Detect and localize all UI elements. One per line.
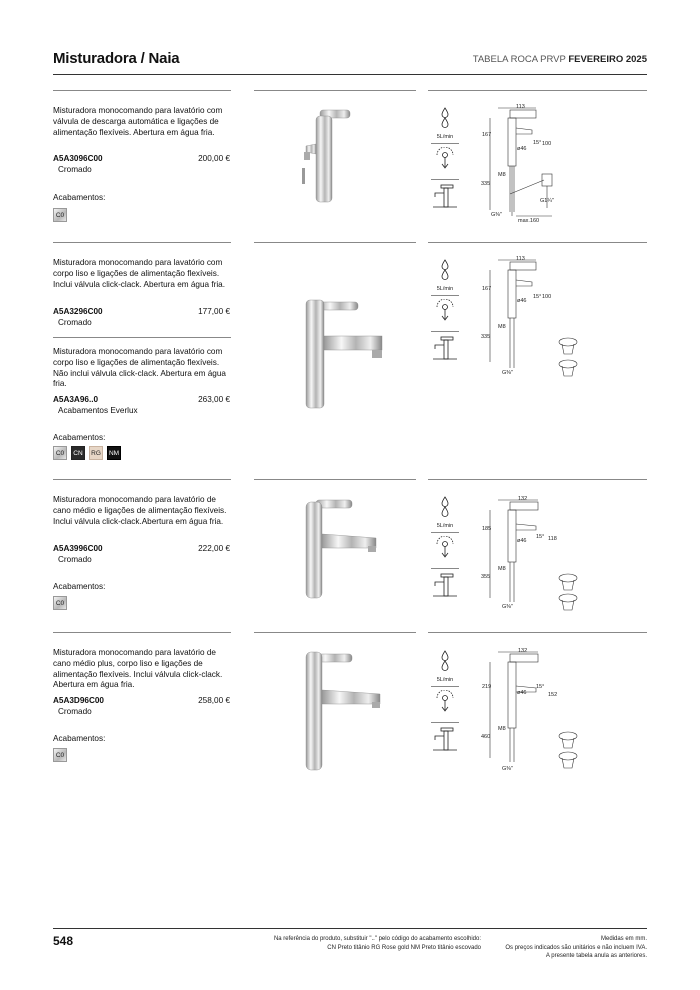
catalog-header [473,54,647,65]
cold-start-icon [431,690,459,714]
footer-legal [505,935,647,961]
finish-swatch-chrome[interactable]: C0 [53,596,67,610]
dim-bore: ø46 [517,538,527,544]
dim-thread: M8 [498,566,506,572]
divider [428,632,647,633]
cold-start-icon [431,147,459,171]
divider [254,242,416,243]
water-saving-icon [431,107,459,129]
product-description: Misturadora monocomando para lavatório com válvula de descarga automática e ligações de alimentação flexíveis. Abertura em água fria. [53,106,223,137]
dim-spout: 118 [548,536,557,542]
mixer-height-icon [431,726,459,752]
dim-thread: M8 [498,324,506,330]
finish-swatch-brushed-titanium-black[interactable]: NM [107,446,121,460]
product-price: 222,00 € [198,544,230,553]
faucet-image [298,648,388,772]
footer-legal-line: A presente tabela anula as anteriores. [545,953,647,959]
water-saving-icon [431,259,459,281]
finish-swatch-titanium-black[interactable]: CN [71,446,85,460]
feature-icons [431,496,459,603]
divider [53,242,231,243]
finishes-label: Acabamentos: [53,734,106,743]
dim-spout: 100 [542,141,552,147]
dim-bore: ø46 [517,298,527,304]
dim-angle: 15° [533,140,542,146]
flow-rate-label: 5L/min [436,134,454,140]
dim-top: 113 [516,256,525,262]
water-saving-icon [431,496,459,518]
finishes-label: Acabamentos: [53,433,106,442]
product-description: Misturadora monocomando para lavatório de cano médio plus, corpo liso e ligações de alimentação flexíveis. Inclui válvula click-clack. Abertura em água fria. [53,648,223,690]
cold-start-icon [431,299,459,323]
dim-bore: ø46 [517,690,527,696]
dim-angle: 15° [536,534,545,540]
technical-drawing [480,494,600,616]
technical-drawing [480,104,600,226]
mixer-height-icon [431,183,459,209]
product-reference: A5A3D96C00 [53,696,104,705]
divider [428,479,647,480]
dim-top: 132 [518,496,528,502]
flow-rate-label: 5L/min [436,286,454,292]
finishes-label: Acabamentos: [53,193,106,202]
dim-height: 219 [482,684,492,690]
divider [254,632,416,633]
divider [53,90,231,91]
faucet-image [298,496,382,600]
divider [53,632,231,633]
technical-drawing [480,256,600,378]
finish-swatch-chrome[interactable]: C0 [53,446,67,460]
dim-inlet: G⅜" [491,212,502,218]
flow-rate-label: 5L/min [436,523,454,529]
product-price: 177,00 € [198,307,230,316]
catalog-name: TABELA ROCA PRVP [472,54,566,65]
footer-note [274,935,481,952]
divider [428,242,647,243]
footer-note-line: CN Preto titânio RG Rose gold NM Preto titânio escovado [327,944,481,951]
finishes-label: Acabamentos: [53,582,106,591]
dim-height: 167 [482,286,492,292]
dim-inlet: G⅜" [502,766,513,772]
product-finish: Cromado [58,555,92,564]
finish-swatch-rose-gold[interactable]: RG [89,446,103,460]
finish-swatch-chrome[interactable]: C0 [53,208,67,222]
product-price-variant: 263,00 € [198,395,230,404]
divider [428,90,647,91]
feature-icons [431,650,459,757]
product-description: Misturadora monocomando para lavatório de cano médio e ligações de alimentação flexíveis. Inclui válvula click-clack.Abertura em água fria. [53,495,227,526]
water-saving-icon [431,650,459,672]
product-reference: A5A3296C00 [53,307,103,316]
dim-spout: 152 [548,692,558,698]
page-title: Misturadora / Naia [53,50,180,67]
product-description-variant: Misturadora monocomando para lavatório com corpo liso e ligações de alimentação flexíveis. Não inclui válvula click-clack. Abertura em água fria. [53,347,226,389]
dim-thread: M8 [498,172,506,178]
dim-top: 132 [518,648,528,654]
divider [254,479,416,480]
dim-inlet: G⅜" [502,604,513,610]
header-rule [53,74,647,75]
finish-swatch-chrome[interactable]: C0 [53,748,67,762]
product-reference: A5A3096C00 [53,154,103,163]
dim-max: max.160 [518,218,540,224]
divider [254,90,416,91]
dim-waste: G1¼" [540,198,554,204]
product-description: Misturadora monocomando para lavatório com corpo liso e ligações de alimentação flexíveis. Inclui válvula click-clack. Abertura em água fria. [53,258,226,289]
page-number: 548 [53,934,74,948]
dim-bore: ø46 [517,146,527,152]
footer-rule [53,928,647,929]
dim-spout: 100 [542,294,552,300]
product-finish: Cromado [58,707,92,716]
technical-drawing [480,646,600,774]
dim-base: 460 [481,734,491,740]
dim-height: 185 [482,526,492,532]
dim-base: 335 [481,181,491,187]
product-reference: A5A3996C00 [53,544,103,553]
faucet-image [298,106,358,206]
dim-angle: 15° [533,294,542,300]
dim-inlet: G⅜" [502,370,513,376]
feature-icons [431,259,459,366]
divider [53,479,231,480]
product-reference-variant: A5A3A96..0 [53,395,99,404]
dim-base: 355 [481,574,491,580]
divider [53,337,231,338]
cold-start-icon [431,536,459,560]
catalog-edition: FEVEREIRO 2025 [568,54,647,65]
footer-note-line: Na referência do produto, substituir ".." pelo código do acabamento escolhido: [273,936,481,942]
product-price: 258,00 € [198,696,230,705]
dim-top: 113 [516,104,525,110]
dim-base: 335 [481,334,491,340]
faucet-image [300,296,390,412]
dim-thread: M8 [498,726,506,732]
flow-rate-label: 5L/min [436,677,454,683]
product-finish: Cromado [58,165,92,174]
feature-icons [431,107,459,214]
product-finish-variant: Acabamentos Everlux [58,406,138,415]
mixer-height-icon [431,572,459,598]
footer-legal-line: Os preços indicados são unitários e não incluem IVA. [505,944,647,951]
product-price: 200,00 € [198,154,230,163]
dim-height: 167 [482,132,492,138]
footer-legal-line: Medidas em mm. [600,936,647,942]
mixer-height-icon [431,335,459,361]
dim-angle: 15° [536,684,545,690]
product-finish: Cromado [58,318,92,327]
